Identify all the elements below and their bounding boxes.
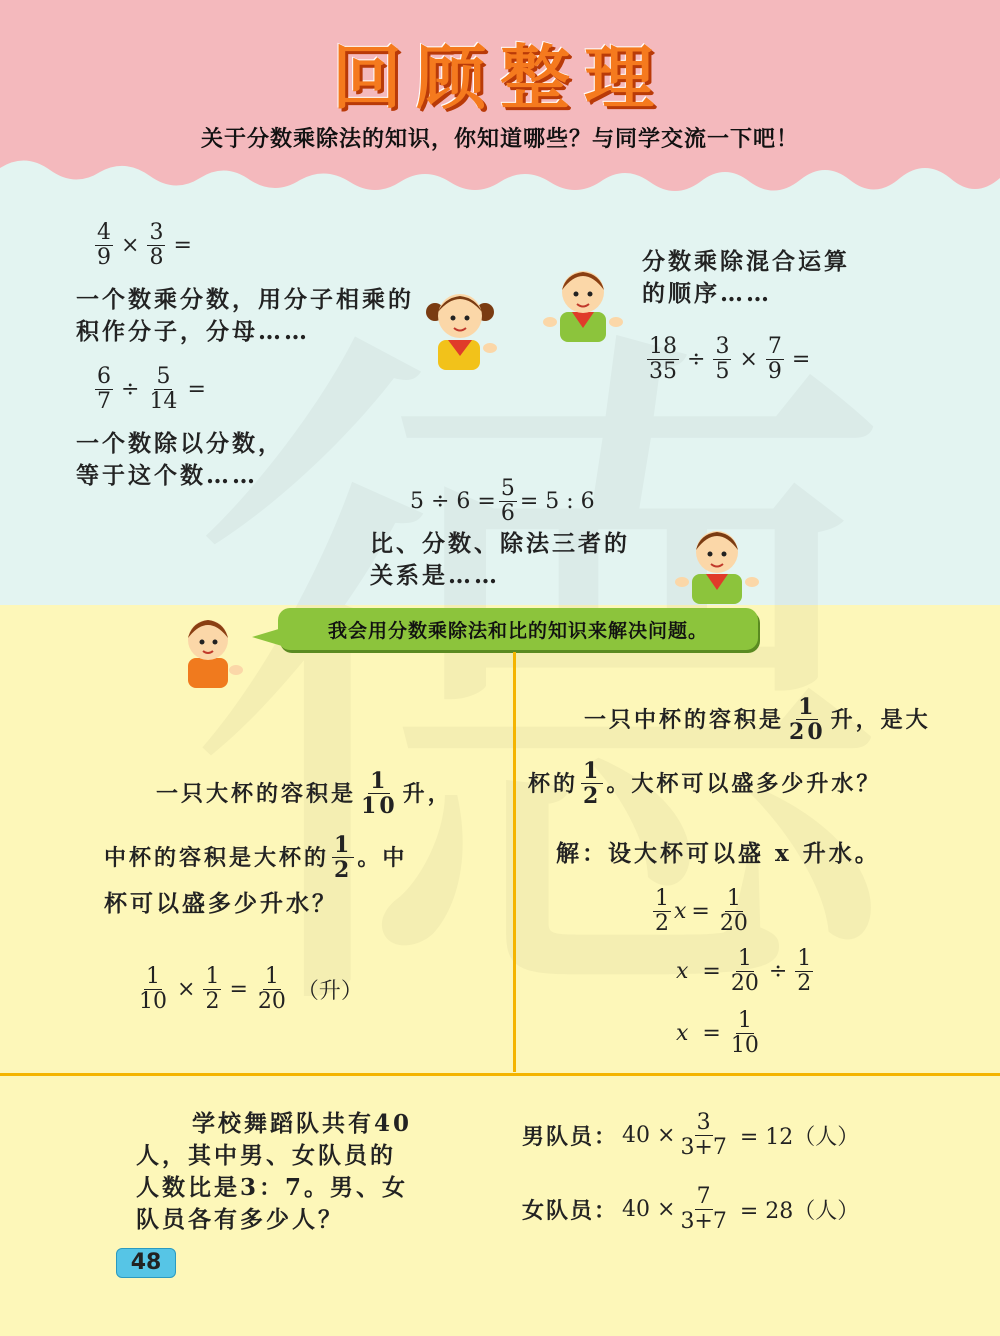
ratio-rule-line2: 关系是…… — [370, 562, 500, 589]
horizontal-divider — [0, 1073, 1000, 1076]
problem2-line1: 一只中杯的容积是 $\frac{1}{20}$ 升，是大 — [584, 694, 931, 745]
ratio-example: 5 ÷ 6 = $\frac{5}{6}$ = 5 : 6 — [410, 476, 595, 526]
boy-character-speaking — [176, 612, 246, 688]
div-rule-line1: 一个数除以分数， — [76, 430, 284, 457]
mixed-rule-line2: 的顺序…… — [642, 280, 772, 307]
boy-character-illustration-2 — [674, 520, 760, 604]
problem3-girls-solution: 女队员： 40 × $\frac{7}{3+7}$ = 28（人） — [522, 1184, 860, 1234]
problem1-line2: 中杯的容积是大杯的 $\frac{1}{2}$ 。中 — [104, 832, 408, 883]
vertical-divider — [513, 652, 516, 1072]
problem3-boys-solution: 男队员： 40 × $\frac{3}{3+7}$ = 12（人） — [522, 1110, 860, 1160]
mult-rule-text: 一个数乘分数，用分子相乘的积作分子，分母…… — [76, 286, 414, 345]
div-example: $\frac{6}{7}$ ÷ $\frac{5}{14}$ = — [97, 364, 206, 414]
problem1-line3: 杯可以盛多少升水？ — [104, 890, 338, 917]
problem3-line1: 学校舞蹈队共有40 — [192, 1110, 413, 1137]
problem2-step1: $\frac{1}{2}$ x = $\frac{1}{20}$ — [655, 886, 748, 936]
problem2-step3: x = $\frac{1}{10}$ — [676, 1008, 759, 1058]
page-title: 回顾整理 — [332, 37, 668, 119]
page-number-badge: 48 — [116, 1248, 176, 1278]
speech-bubble: 我会用分数乘除法和比的知识来解决问题。 — [278, 608, 758, 650]
problem3-line2: 人，其中男、女队员的 — [136, 1142, 396, 1169]
mixed-example: $\frac{18}{35}$ ÷ $\frac{3}{5}$ × $\frac{7}{9}$ = — [649, 334, 811, 384]
problem2-line2: 杯的 $\frac{1}{2}$ 。大杯可以盛多少升水？ — [528, 758, 882, 809]
mixed-rule-line1: 分数乘除混合运算 — [642, 248, 850, 275]
problem2-solution-intro: 解：设大杯可以盛 x 升水。 — [556, 840, 881, 867]
ratio-rule-line1: 比、分数、除法三者的 — [370, 530, 630, 557]
div-rule-line2: 等于这个数…… — [76, 462, 258, 489]
problem2-step2: x = $\frac{1}{20}$ ÷ $\frac{1}{2}$ — [676, 946, 812, 996]
problem3-line4: 队员各有多少人？ — [136, 1206, 344, 1233]
problem1-solution: $\frac{1}{10}$ × $\frac{1}{2}$ = $\frac{1}{20}$ （升） — [139, 964, 363, 1014]
page-subtitle: 关于分数乘除法的知识，你知道哪些？与同学交流一下吧！ — [200, 126, 799, 152]
girl-character-illustration — [418, 282, 500, 370]
boy-character-illustration — [542, 262, 624, 342]
mult-example: $\frac{4}{9}$ × $\frac{3}{8}$ = — [97, 220, 192, 270]
problem1-line1: 一只大杯的容积是 $\frac{1}{10}$ 升， — [156, 768, 453, 819]
watermark — [180, 330, 900, 1050]
problem3-line3: 人数比是3：7。男、女 — [136, 1174, 409, 1201]
